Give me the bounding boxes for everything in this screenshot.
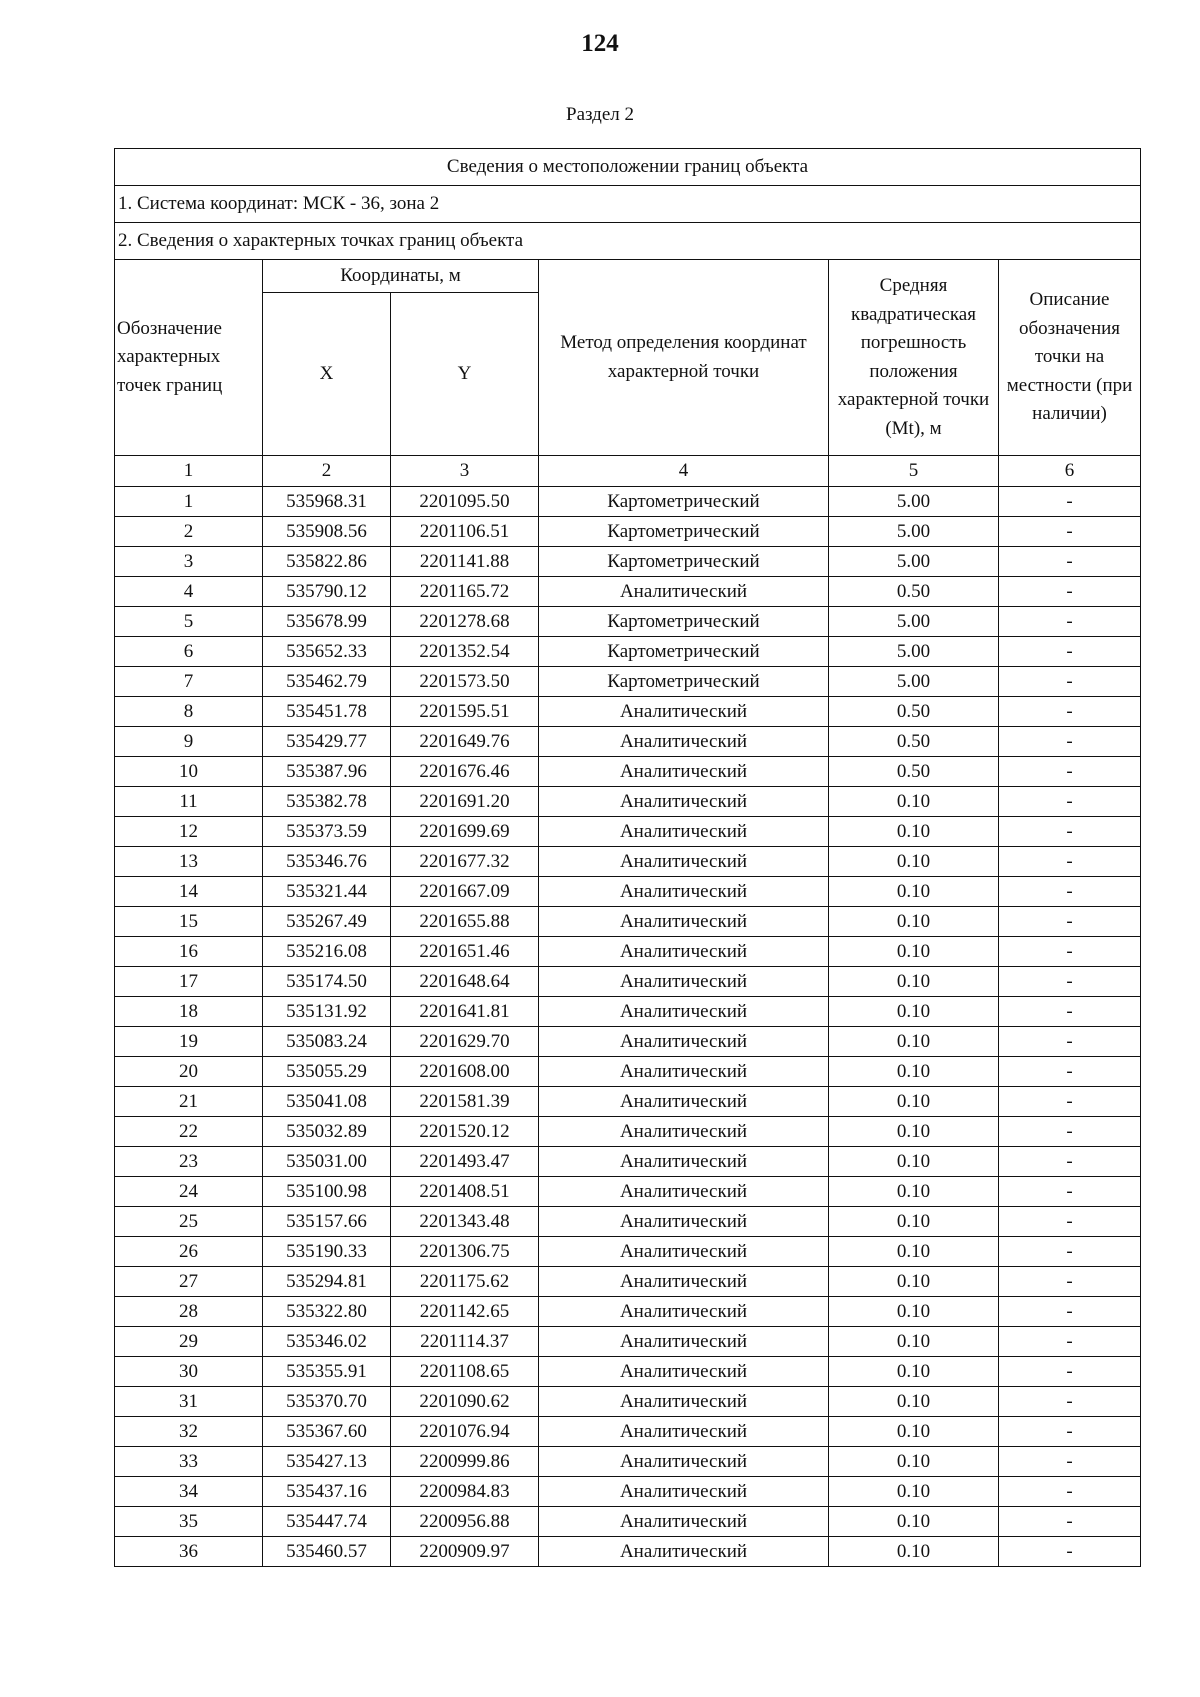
point-number-cell: 14 [115,877,263,907]
point-number-cell: 21 [115,1087,263,1117]
y-coordinate-cell: 2201655.88 [391,907,539,937]
error-cell: 5.00 [829,517,999,547]
table-row [115,1147,1141,1177]
table-row [115,1477,1141,1507]
point-number-cell: 34 [115,1477,263,1507]
method-cell: Аналитический [539,1537,829,1567]
error-cell: 0.10 [829,1297,999,1327]
method-cell: Аналитический [539,877,829,907]
description-cell: - [999,877,1141,907]
y-coordinate-cell: 2201408.51 [391,1177,539,1207]
y-coordinate-cell: 2201106.51 [391,517,539,547]
y-coordinate-cell: 2201651.46 [391,937,539,967]
point-number-cell: 8 [115,697,263,727]
table-row [115,607,1141,637]
error-cell: 0.10 [829,1417,999,1447]
y-coordinate-cell: 2201667.09 [391,877,539,907]
table-row [115,1087,1141,1117]
error-cell: 0.10 [829,1237,999,1267]
method-cell: Аналитический [539,1327,829,1357]
table-row [115,847,1141,877]
y-coordinate-cell: 2201676.46 [391,757,539,787]
method-cell: Аналитический [539,1477,829,1507]
point-number-cell: 27 [115,1267,263,1297]
point-number-cell: 23 [115,1147,263,1177]
point-number-cell: 24 [115,1177,263,1207]
error-cell: 0.50 [829,577,999,607]
column-number: 6 [999,456,1141,487]
column-number-row [115,456,1141,487]
method-cell: Аналитический [539,907,829,937]
description-cell: - [999,547,1141,577]
method-cell: Аналитический [539,1357,829,1387]
point-number-cell: 35 [115,1507,263,1537]
table-row [115,1387,1141,1417]
y-coordinate-cell: 2201608.00 [391,1057,539,1087]
x-coordinate-cell: 535131.92 [263,997,391,1027]
method-cell: Аналитический [539,1267,829,1297]
point-number-cell: 31 [115,1387,263,1417]
header-error: Средняя квадратическая погрешность положения характерной точки (Mt), м [829,260,999,456]
table-row [115,997,1141,1027]
table-row [115,487,1141,517]
error-cell: 0.10 [829,1147,999,1177]
y-coordinate-cell: 2200984.83 [391,1477,539,1507]
description-cell: - [999,1117,1141,1147]
x-coordinate-cell: 535382.78 [263,787,391,817]
method-cell: Картометрический [539,487,829,517]
description-cell: - [999,1027,1141,1057]
method-cell: Картометрический [539,667,829,697]
error-cell: 0.10 [829,817,999,847]
error-cell: 0.10 [829,1537,999,1567]
section-title: Раздел 2 [566,104,634,125]
table-row [115,1417,1141,1447]
column-number: 1 [115,456,263,487]
y-coordinate-cell: 2200909.97 [391,1537,539,1567]
method-cell: Аналитический [539,697,829,727]
y-coordinate-cell: 2201649.76 [391,727,539,757]
method-cell: Аналитический [539,997,829,1027]
y-coordinate-cell: 2201165.72 [391,577,539,607]
point-number-cell: 26 [115,1237,263,1267]
error-cell: 0.10 [829,1177,999,1207]
description-cell: - [999,997,1141,1027]
description-cell: - [999,727,1141,757]
table-row [115,697,1141,727]
description-cell: - [999,607,1141,637]
point-number-cell: 7 [115,667,263,697]
y-coordinate-cell: 2201573.50 [391,667,539,697]
description-cell: - [999,1357,1141,1387]
method-cell: Аналитический [539,1507,829,1537]
point-number-cell: 32 [115,1417,263,1447]
y-coordinate-cell: 2201076.94 [391,1417,539,1447]
point-number-cell: 12 [115,817,263,847]
x-coordinate-cell: 535346.76 [263,847,391,877]
point-number-cell: 9 [115,727,263,757]
table-row [115,517,1141,547]
column-number: 5 [829,456,999,487]
error-cell: 0.50 [829,757,999,787]
y-coordinate-cell: 2201595.51 [391,697,539,727]
description-cell: - [999,1447,1141,1477]
table-row [115,1297,1141,1327]
x-coordinate-cell: 535032.89 [263,1117,391,1147]
x-coordinate-cell: 535437.16 [263,1477,391,1507]
table-row [115,1177,1141,1207]
y-coordinate-cell: 2201691.20 [391,787,539,817]
header-coordinates: Координаты, м [263,260,539,293]
method-cell: Аналитический [539,1417,829,1447]
method-cell: Аналитический [539,577,829,607]
point-number-cell: 29 [115,1327,263,1357]
x-coordinate-cell: 535190.33 [263,1237,391,1267]
header-x: X [263,293,391,456]
y-coordinate-cell: 2201175.62 [391,1267,539,1297]
method-cell: Аналитический [539,1057,829,1087]
point-number-cell: 36 [115,1537,263,1567]
description-cell: - [999,1087,1141,1117]
description-cell: - [999,1057,1141,1087]
point-number-cell: 33 [115,1447,263,1477]
x-coordinate-cell: 535321.44 [263,877,391,907]
error-cell: 5.00 [829,607,999,637]
description-cell: - [999,1477,1141,1507]
x-coordinate-cell: 535041.08 [263,1087,391,1117]
x-coordinate-cell: 535429.77 [263,727,391,757]
error-cell: 0.10 [829,1447,999,1477]
y-coordinate-cell: 2201648.64 [391,967,539,997]
y-coordinate-cell: 2201699.69 [391,817,539,847]
x-coordinate-cell: 535216.08 [263,937,391,967]
description-cell: - [999,1147,1141,1177]
x-coordinate-cell: 535083.24 [263,1027,391,1057]
method-cell: Аналитический [539,1447,829,1477]
description-cell: - [999,697,1141,727]
x-coordinate-cell: 535174.50 [263,967,391,997]
table-row [115,937,1141,967]
header-description: Описание обозначения точки на местности (при наличии) [999,260,1141,456]
description-cell: - [999,1237,1141,1267]
error-cell: 0.50 [829,727,999,757]
error-cell: 0.10 [829,937,999,967]
description-cell: - [999,1387,1141,1417]
column-number: 3 [391,456,539,487]
method-cell: Аналитический [539,1237,829,1267]
error-cell: 0.10 [829,1057,999,1087]
table-row [115,1267,1141,1297]
table-title: Сведения о местоположении границ объекта [115,149,1141,186]
point-rows [115,487,1141,1567]
x-coordinate-cell: 535652.33 [263,637,391,667]
description-cell: - [999,787,1141,817]
description-cell: - [999,967,1141,997]
x-coordinate-cell: 535447.74 [263,1507,391,1537]
y-coordinate-cell: 2201278.68 [391,607,539,637]
error-cell: 0.10 [829,787,999,817]
x-coordinate-cell: 535322.80 [263,1297,391,1327]
y-coordinate-cell: 2201141.88 [391,547,539,577]
table-row [115,1327,1141,1357]
description-cell: - [999,1327,1141,1357]
error-cell: 0.10 [829,1327,999,1357]
point-number-cell: 16 [115,937,263,967]
x-coordinate-cell: 535968.31 [263,487,391,517]
x-coordinate-cell: 535055.29 [263,1057,391,1087]
error-cell: 5.00 [829,637,999,667]
error-cell: 0.10 [829,1267,999,1297]
x-coordinate-cell: 535790.12 [263,577,391,607]
y-coordinate-cell: 2201352.54 [391,637,539,667]
point-number-cell: 5 [115,607,263,637]
point-number-cell: 10 [115,757,263,787]
description-cell: - [999,667,1141,697]
error-cell: 0.10 [829,1207,999,1237]
point-number-cell: 1 [115,487,263,517]
boundary-points-table [114,148,1141,1567]
description-cell: - [999,1177,1141,1207]
x-coordinate-cell: 535367.60 [263,1417,391,1447]
y-coordinate-cell: 2201108.65 [391,1357,539,1387]
x-coordinate-cell: 535355.91 [263,1357,391,1387]
y-coordinate-cell: 2201090.62 [391,1387,539,1417]
method-cell: Аналитический [539,1117,829,1147]
x-coordinate-cell: 535370.70 [263,1387,391,1417]
method-cell: Аналитический [539,1387,829,1417]
method-cell: Картометрический [539,517,829,547]
y-coordinate-cell: 2201343.48 [391,1207,539,1237]
error-cell: 0.10 [829,877,999,907]
error-cell: 5.00 [829,547,999,577]
error-cell: 0.50 [829,697,999,727]
method-cell: Аналитический [539,1147,829,1177]
description-cell: - [999,1417,1141,1447]
description-cell: - [999,1297,1141,1327]
y-coordinate-cell: 2200999.86 [391,1447,539,1477]
point-number-cell: 17 [115,967,263,997]
description-cell: - [999,577,1141,607]
method-cell: Аналитический [539,1297,829,1327]
method-cell: Картометрический [539,637,829,667]
coordinate-system-line: 1. Система координат: МСК - 36, зона 2 [115,186,1141,223]
table-row [115,577,1141,607]
description-cell: - [999,907,1141,937]
table-row [115,1357,1141,1387]
point-number-cell: 19 [115,1027,263,1057]
point-number-cell: 11 [115,787,263,817]
table-row [115,1027,1141,1057]
y-coordinate-cell: 2201629.70 [391,1027,539,1057]
method-cell: Аналитический [539,787,829,817]
error-cell: 0.10 [829,847,999,877]
error-cell: 0.10 [829,907,999,937]
method-cell: Аналитический [539,757,829,787]
header-y: Y [391,293,539,456]
method-cell: Картометрический [539,547,829,577]
table-row [115,1447,1141,1477]
method-cell: Аналитический [539,1177,829,1207]
error-cell: 0.10 [829,967,999,997]
error-cell: 0.10 [829,1087,999,1117]
point-number-cell: 2 [115,517,263,547]
x-coordinate-cell: 535908.56 [263,517,391,547]
table-row [115,1057,1141,1087]
method-cell: Аналитический [539,937,829,967]
description-cell: - [999,487,1141,517]
error-cell: 0.10 [829,997,999,1027]
table-row [115,727,1141,757]
column-number: 4 [539,456,829,487]
error-cell: 5.00 [829,667,999,697]
description-cell: - [999,1537,1141,1567]
description-cell: - [999,847,1141,877]
y-coordinate-cell: 2200956.88 [391,1507,539,1537]
method-cell: Аналитический [539,1207,829,1237]
x-coordinate-cell: 535678.99 [263,607,391,637]
table-row [115,787,1141,817]
description-cell: - [999,517,1141,547]
description-cell: - [999,817,1141,847]
method-cell: Аналитический [539,817,829,847]
table-row [115,757,1141,787]
point-number-cell: 28 [115,1297,263,1327]
error-cell: 5.00 [829,487,999,517]
y-coordinate-cell: 2201142.65 [391,1297,539,1327]
y-coordinate-cell: 2201306.75 [391,1237,539,1267]
error-cell: 0.10 [829,1387,999,1417]
table-row [115,637,1141,667]
description-cell: - [999,1267,1141,1297]
point-number-cell: 13 [115,847,263,877]
y-coordinate-cell: 2201641.81 [391,997,539,1027]
x-coordinate-cell: 535100.98 [263,1177,391,1207]
x-coordinate-cell: 535387.96 [263,757,391,787]
point-number-cell: 4 [115,577,263,607]
error-cell: 0.10 [829,1507,999,1537]
method-cell: Аналитический [539,967,829,997]
point-number-cell: 20 [115,1057,263,1087]
error-cell: 0.10 [829,1357,999,1387]
method-cell: Картометрический [539,607,829,637]
description-cell: - [999,1207,1141,1237]
error-cell: 0.10 [829,1477,999,1507]
y-coordinate-cell: 2201677.32 [391,847,539,877]
table-row [115,667,1141,697]
x-coordinate-cell: 535294.81 [263,1267,391,1297]
point-number-cell: 22 [115,1117,263,1147]
table-row [115,1207,1141,1237]
x-coordinate-cell: 535157.66 [263,1207,391,1237]
y-coordinate-cell: 2201581.39 [391,1087,539,1117]
table-row [115,907,1141,937]
table-row [115,1117,1141,1147]
header-point-designation: Обозначение характерных точек границ [115,260,263,456]
y-coordinate-cell: 2201520.12 [391,1117,539,1147]
x-coordinate-cell: 535373.59 [263,817,391,847]
y-coordinate-cell: 2201114.37 [391,1327,539,1357]
method-cell: Аналитический [539,1027,829,1057]
point-number-cell: 3 [115,547,263,577]
page-number: 124 [581,30,619,57]
x-coordinate-cell: 535346.02 [263,1327,391,1357]
method-cell: Аналитический [539,727,829,757]
y-coordinate-cell: 2201095.50 [391,487,539,517]
description-cell: - [999,1507,1141,1537]
point-number-cell: 6 [115,637,263,667]
description-cell: - [999,757,1141,787]
table-row [115,967,1141,997]
table-row [115,1537,1141,1567]
table-row [115,547,1141,577]
x-coordinate-cell: 535462.79 [263,667,391,697]
error-cell: 0.10 [829,1027,999,1057]
x-coordinate-cell: 535031.00 [263,1147,391,1177]
table-row [115,817,1141,847]
point-number-cell: 15 [115,907,263,937]
points-caption: 2. Сведения о характерных точках границ объекта [115,223,1141,260]
point-number-cell: 25 [115,1207,263,1237]
method-cell: Аналитический [539,1087,829,1117]
column-number: 2 [263,456,391,487]
error-cell: 0.10 [829,1117,999,1147]
y-coordinate-cell: 2201493.47 [391,1147,539,1177]
description-cell: - [999,637,1141,667]
x-coordinate-cell: 535427.13 [263,1447,391,1477]
description-cell: - [999,937,1141,967]
x-coordinate-cell: 535267.49 [263,907,391,937]
x-coordinate-cell: 535451.78 [263,697,391,727]
point-number-cell: 30 [115,1357,263,1387]
table-row [115,877,1141,907]
table-row [115,1237,1141,1267]
point-number-cell: 18 [115,997,263,1027]
header-method: Метод определения координат характерной точки [539,260,829,456]
table-row [115,1507,1141,1537]
x-coordinate-cell: 535822.86 [263,547,391,577]
method-cell: Аналитический [539,847,829,877]
x-coordinate-cell: 535460.57 [263,1537,391,1567]
